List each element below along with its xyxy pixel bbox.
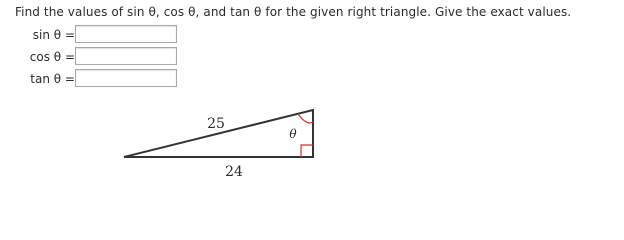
- question-text: Find the values of sin θ, cos θ, and tan θ for the given right triangle. Give the exact values.: [15, 5, 572, 19]
- right-angle-mark: [301, 145, 313, 157]
- sin-answer-input[interactable]: [75, 25, 177, 43]
- theta-angle-arc: [298, 114, 313, 123]
- cos-answer-input[interactable]: [75, 47, 177, 65]
- tan-row: [15, 69, 185, 89]
- base-label: 24: [225, 164, 243, 180]
- triangle-outline: [124, 110, 313, 157]
- hypotenuse-label: 25: [207, 116, 225, 132]
- tan-answer-input[interactable]: [75, 69, 177, 87]
- cos-row: [15, 47, 185, 67]
- sin-label: sin θ =: [32, 28, 75, 42]
- theta-label: θ: [289, 127, 297, 141]
- tan-label: tan θ =: [30, 72, 75, 86]
- sin-row: [15, 25, 185, 45]
- cos-label: cos θ =: [29, 50, 75, 64]
